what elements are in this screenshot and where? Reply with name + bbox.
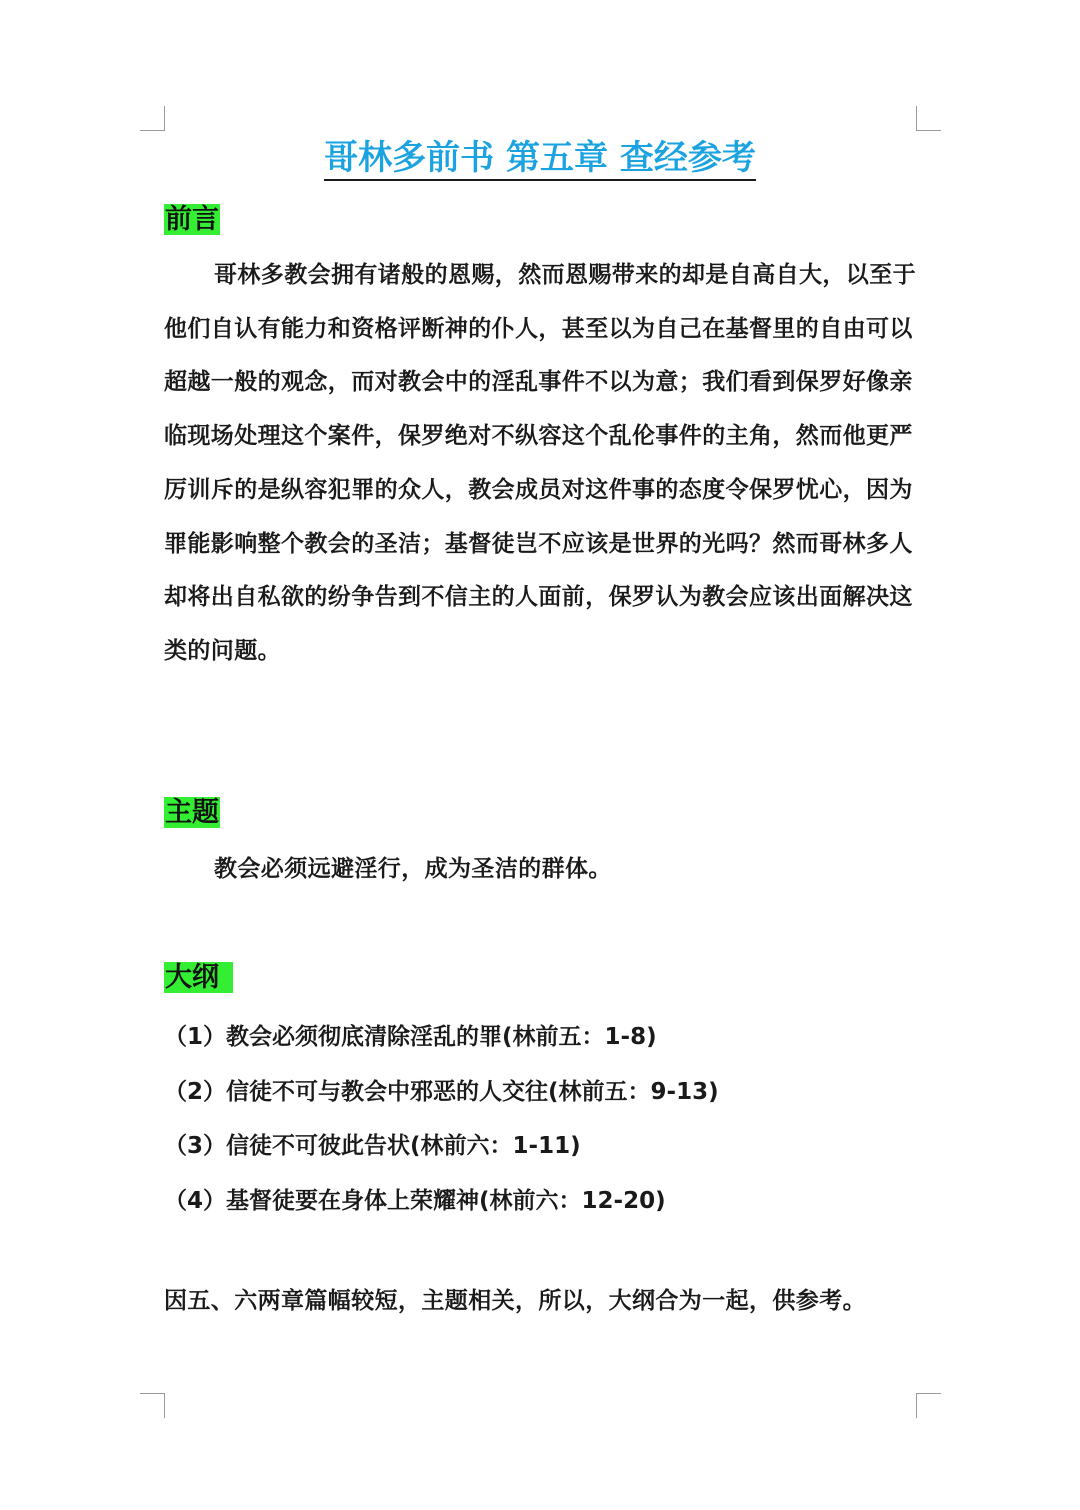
- page-title-text: 哥林多前书 第五章 查经参考: [324, 138, 756, 181]
- page-corner-mark-top-left: [140, 106, 165, 131]
- preface-heading: [164, 204, 220, 236]
- theme-heading: [164, 797, 220, 829]
- preface-heading-text: 前言: [165, 204, 219, 235]
- outline-heading: [164, 962, 233, 994]
- outline-item: （4）基督徒要在身体上荣耀神(林前六：12-20): [164, 1187, 666, 1214]
- page-corner-mark-top-right: [916, 106, 941, 131]
- theme-paragraph: 教会必须远避淫行，成为圣洁的群体。: [214, 856, 612, 882]
- outline-item: （2）信徒不可与教会中邪恶的人交往(林前五：9-13): [164, 1078, 719, 1105]
- outline-list: [164, 1010, 916, 1228]
- closing-note: 因五、六两章篇幅较短，主题相关，所以，大纲合为一起，供参考。: [164, 1288, 866, 1314]
- page-corner-mark-bottom-right: [916, 1393, 941, 1418]
- outline-item: （1）教会必须彻底清除淫乱的罪(林前五：1-8): [164, 1024, 657, 1050]
- theme-heading-text: 主题: [165, 797, 219, 828]
- outline-heading-text: 大纲: [164, 962, 233, 993]
- outline-item: （3）信徒不可彼此告状(林前六：1-11): [164, 1133, 581, 1159]
- preface-paragraph: 哥林多教会拥有诸般的恩赐，然而恩赐带来的却是自高自大，以至于他们自认有能力和资格评断神的仆人，甚至以为自己在基督里的自由可以超越一般的观念，而对教会中的淫乱事件不以为意；我们看到保罗好像亲临现场处理这个案件，保罗绝对不纵容这个乱伦事件的主角，然而他更严厉训斥的是纵容犯罪的众人，教会成员对这件事的态度令保罗忧心，因为罪能影响整个教会的圣洁；基督徒岂不应该是世界的光吗？然而哥林多人却将出自私欲的纷争告到不信主的人面前，保罗认为教会应该出面解决这类的问题。: [164, 262, 916, 664]
- page-corner-mark-bottom-left: [140, 1393, 165, 1418]
- page-title: [0, 134, 1080, 182]
